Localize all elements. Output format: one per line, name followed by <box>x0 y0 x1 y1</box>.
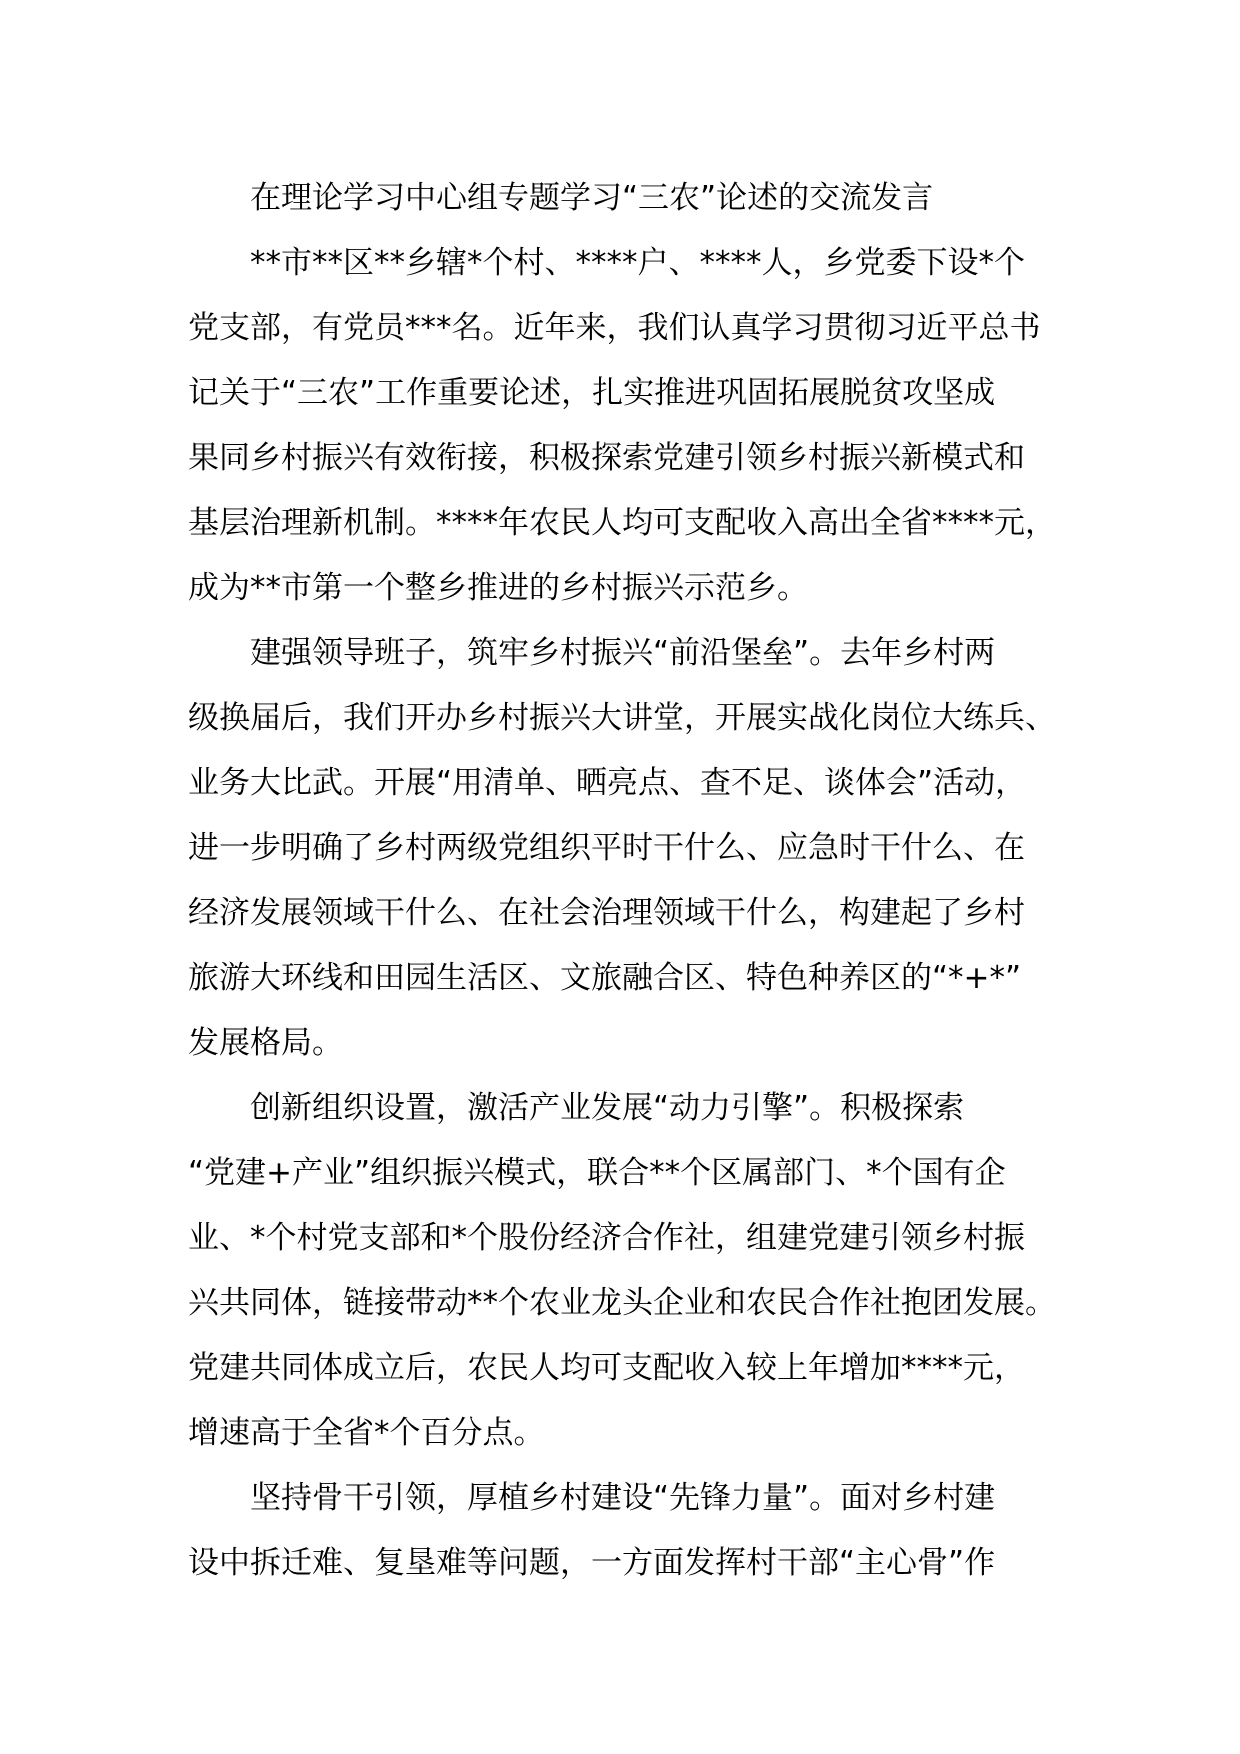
paragraph-line: 经济发展领域干什么、在社会治理领域干什么，构建起了乡村 <box>188 895 1025 931</box>
paragraph-line: 果同乡村振兴有效衔接，积极探索党建引领乡村振兴新模式和 <box>188 440 1025 476</box>
paragraph-line: “党建+产业”组织振兴模式，联合**个区属部门、*个国有企 <box>188 1155 1006 1191</box>
paragraph-line: 设中拆迁难、复垦难等问题，一方面发挥村干部“主心骨”作 <box>188 1545 996 1581</box>
paragraph-line: 旅游大环线和田园生活区、文旅融合区、特色种养区的“*+*” <box>188 960 1022 996</box>
paragraph-line: 级换届后，我们开办乡村振兴大讲堂，开展实战化岗位大练兵、 <box>188 700 1056 736</box>
document-title: 在理论学习中心组专题学习“三农”论述的交流发言 <box>250 180 934 216</box>
paragraph-line: 记关于“三农”工作重要论述，扎实推进巩固拓展脱贫攻坚成 <box>188 375 996 411</box>
paragraph-line: 坚持骨干引领，厚植乡村建设“先锋力量”。面对乡村建 <box>250 1480 996 1516</box>
paragraph-line: 增速高于全省*个百分点。 <box>188 1415 545 1451</box>
paragraph-2 <box>188 621 1088 1076</box>
paragraph-line: 进一步明确了乡村两级党组织平时干什么、应急时干什么、在 <box>188 830 1025 866</box>
paragraph-line: 兴共同体，链接带动**个农业龙头企业和农民合作社抱团发展。 <box>188 1285 1056 1321</box>
paragraph-line: 党建共同体成立后，农民人均可支配收入较上年增加****元， <box>188 1350 1025 1386</box>
paragraph-line: 党支部，有党员***名。近年来，我们认真学习贯彻习近平总书 <box>188 310 1041 346</box>
paragraph-line: 建强领导班子，筑牢乡村振兴“前沿堡垒”。去年乡村两 <box>250 635 996 671</box>
paragraph-line: 业、*个村党支部和*个股份经济合作社，组建党建引领乡村振 <box>188 1220 1025 1256</box>
paragraph-line: 成为**市第一个整乡推进的乡村振兴示范乡。 <box>188 570 808 606</box>
paragraph-4 <box>188 1466 1088 1596</box>
paragraph-line: 业务大比武。开展“用清单、晒亮点、查不足、谈体会”活动， <box>188 765 1027 801</box>
paragraph-3 <box>188 1076 1088 1466</box>
paragraph-1 <box>188 231 1088 621</box>
paragraph-line: 发展格局。 <box>188 1025 343 1061</box>
paragraph-line: **市**区**乡辖*个村、****户、****人，乡党委下设*个 <box>250 245 1025 281</box>
paragraph-line: 基层治理新机制。****年农民人均可支配收入高出全省****元， <box>188 505 1056 541</box>
document-body <box>188 166 1088 1596</box>
paragraph-line: 创新组织设置，激活产业发展“动力引擎”。积极探索 <box>250 1090 965 1126</box>
